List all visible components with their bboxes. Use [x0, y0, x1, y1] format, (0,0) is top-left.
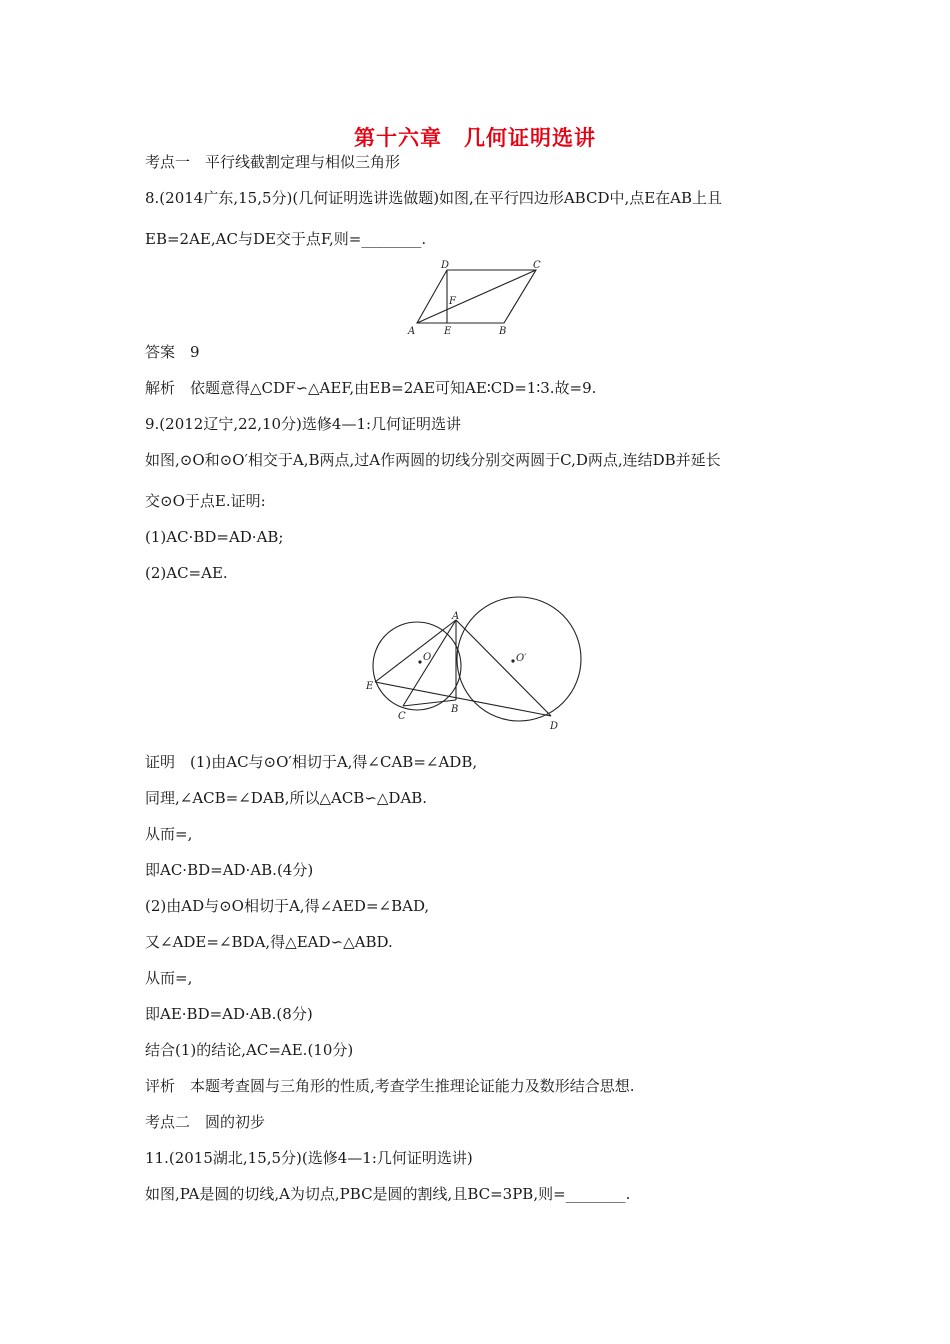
- two-circles-figure: [360, 592, 590, 737]
- label-D: D: [441, 260, 450, 271]
- label-E: E: [366, 681, 374, 692]
- problem-9-heading: 9.(2012辽宁,22,10分)选修4—1:几何证明选讲: [145, 415, 462, 433]
- label-C: C: [533, 260, 541, 271]
- problem-11-heading: 11.(2015湖北,15,5分)(选修4—1:几何证明选讲): [145, 1149, 473, 1167]
- problem-9-text: 如图,⊙O和⊙O′相交于A,B两点,过A作两圆的切线分别交两圆于C,D两点,连结DB并延长: [145, 451, 721, 469]
- proof-line-6: 又∠ADE=∠BDA,得△EAD∽△ABD.: [145, 933, 393, 951]
- proof-line-5: (2)由AD与⊙O相切于A,得∠AED=∠BAD,: [145, 897, 430, 915]
- proof-line-7: 从而=,: [145, 969, 193, 987]
- section-heading-1: 考点一 平行线截割定理与相似三角形: [145, 153, 401, 171]
- problem-9-part-2: (2)AC=AE.: [145, 564, 228, 582]
- proof-line-3: 从而=,: [145, 825, 193, 843]
- label-B: B: [451, 704, 459, 715]
- proof-line-8: 即AE·BD=AD·AB.(8分): [145, 1005, 313, 1023]
- label-O-prime: O′: [516, 653, 527, 664]
- problem-9-part-1: (1)AC·BD=AD·AB;: [145, 528, 284, 546]
- problem-11-text: 如图,PA是圆的切线,A为切点,PBC是圆的割线,且BC=3PB,则=________.: [145, 1185, 631, 1203]
- problem-8-text-cont: EB=2AE,AC与DE交于点F,则=________.: [145, 230, 427, 248]
- problem-9-text-cont: 交⊙O于点E.证明:: [145, 492, 266, 510]
- comment-9: 评析 本题考查圆与三角形的性质,考查学生推理论证能力及数形结合思想.: [145, 1077, 635, 1095]
- proof-line-9: 结合(1)的结论,AC=AE.(10分): [145, 1041, 354, 1059]
- problem-8-text: 8.(2014广东,15,5分)(几何证明选讲选做题)如图,在平行四边形ABCD中,点E在AB上且: [145, 189, 723, 207]
- label-A: A: [408, 326, 416, 337]
- proof-line-1: 证明 (1)由AC与⊙O′相切于A,得∠CAB=∠ADB,: [145, 753, 478, 771]
- proof-line-2: 同理,∠ACB=∠DAB,所以△ACB∽△DAB.: [145, 789, 428, 807]
- page-title: 第十六章 几何证明选讲: [354, 126, 596, 150]
- answer-8: 答案 9: [145, 343, 200, 361]
- label-A: A: [452, 611, 460, 622]
- section-heading-2: 考点二 圆的初步: [145, 1113, 266, 1131]
- label-O: O: [423, 652, 432, 663]
- label-C: C: [398, 711, 406, 722]
- label-F: F: [449, 296, 456, 307]
- proof-line-4: 即AC·BD=AD·AB.(4分): [145, 861, 314, 879]
- analysis-8: 解析 依题意得△CDF∽△AEF,由EB=2AE可知AE∶CD=1∶3.故=9.: [145, 379, 597, 397]
- label-E: E: [444, 326, 452, 337]
- label-B: B: [499, 326, 507, 337]
- parallelogram-figure: [405, 258, 550, 340]
- label-D: D: [550, 721, 559, 732]
